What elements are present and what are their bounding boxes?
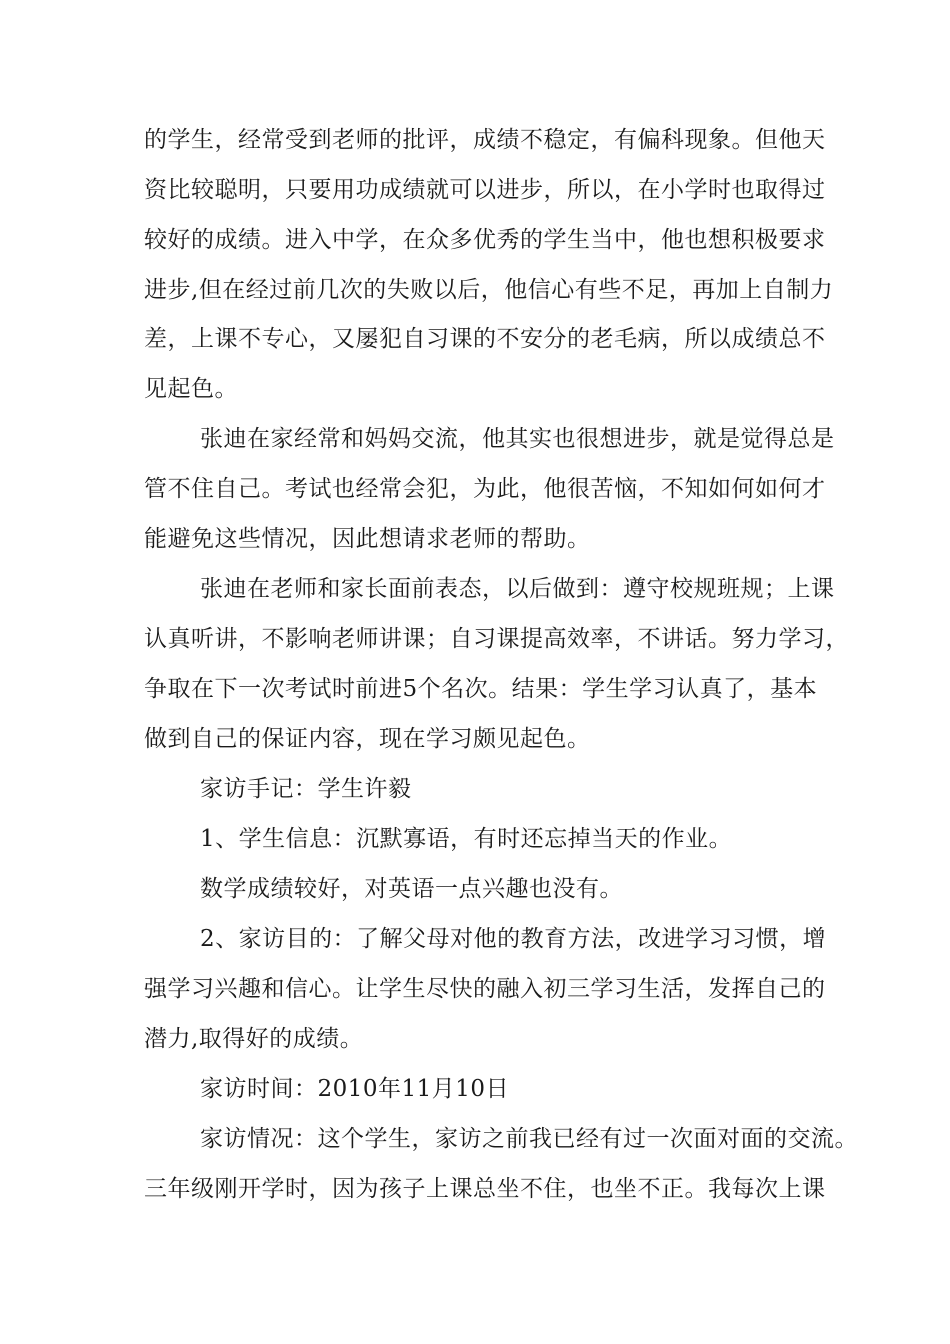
- text-line: 家访手记：学生许毅: [200, 776, 412, 802]
- text-line: 潜力,取得好的成绩。: [144, 1026, 364, 1052]
- text-line: 的学生，经常受到老师的批评，成绩不稳定，有偏科现象。但他天: [144, 127, 826, 153]
- text-line: 进步,但在经过前几次的失败以后，他信心有些不足，再加上自制力: [144, 277, 834, 303]
- text-line: 三年级刚开学时，因为孩子上课总坐不住，也坐不正。我每次上课: [144, 1176, 826, 1202]
- text-line: 2、家访目的：了解父母对他的教育方法，改进学习习惯，增: [200, 926, 827, 952]
- text-line: 能避免这些情况，因此想请求老师的帮助。: [144, 526, 591, 552]
- text-line: 差，上课不专心，又屡犯自习课的不安分的老毛病，所以成绩总不: [144, 326, 826, 352]
- text-line: 见起色。: [144, 376, 238, 402]
- text-line: 1、学生信息：沉默寡语，有时还忘掉当天的作业。: [200, 826, 733, 852]
- text-line: 张迪在家经常和妈妈交流，他其实也很想进步，就是觉得总是: [200, 426, 835, 452]
- text-line: 家访情况：这个学生，家访之前我已经有过一次面对面的交流。: [200, 1126, 858, 1152]
- text-line: 认真听讲，不影响老师讲课；自习课提高效率，不讲话。努力学习，: [144, 626, 849, 652]
- text-line: 数学成绩较好，对英语一点兴趣也没有。: [200, 876, 623, 902]
- text-line: 管不住自己。考试也经常会犯，为此，他很苦恼，不知如何如何才: [144, 476, 826, 502]
- text-line: 做到自己的保证内容，现在学习颇见起色。: [144, 726, 591, 752]
- text-line: 较好的成绩。进入中学，在众多优秀的学生当中，他也想积极要求: [144, 227, 826, 253]
- text-line: 张迪在老师和家长面前表态，以后做到：遵守校规班规；上课: [200, 576, 835, 602]
- text-line: 资比较聪明，只要用功成绩就可以进步，所以，在小学时也取得过: [144, 177, 826, 203]
- text-line: 强学习兴趣和信心。让学生尽快的融入初三学习生活，发挥自己的: [144, 976, 826, 1002]
- text-line: 争取在下一次考试时前进5个名次。结果：学生学习认真了，基本: [144, 676, 818, 702]
- text-line: 家访时间：2010年11月10日: [200, 1076, 510, 1102]
